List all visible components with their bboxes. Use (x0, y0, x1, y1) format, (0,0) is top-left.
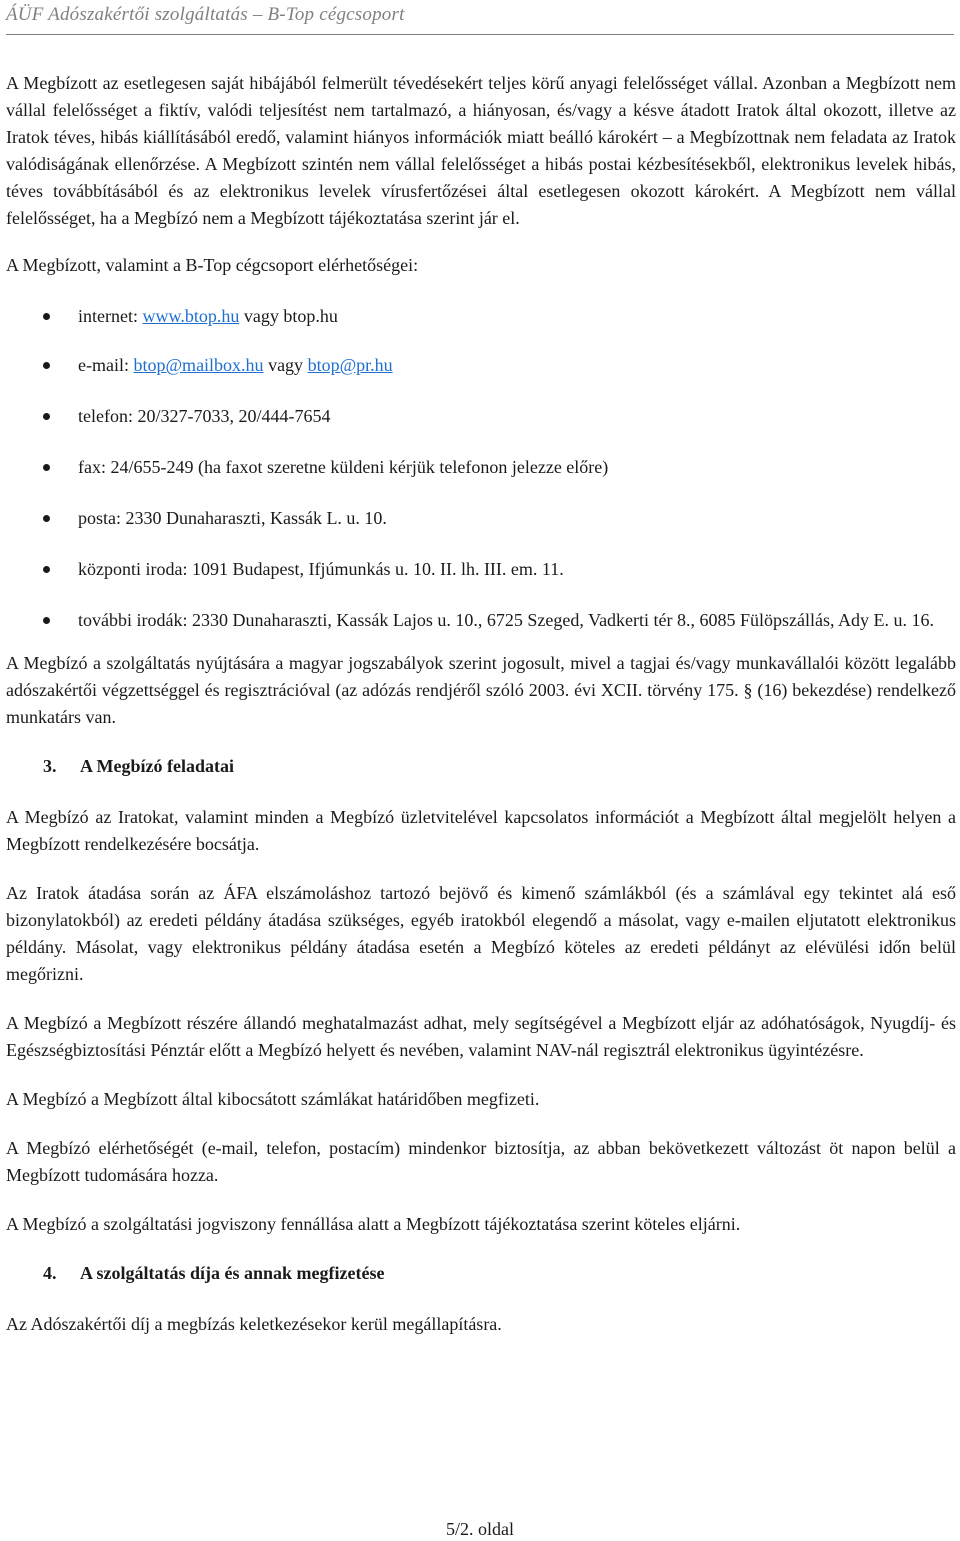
section-number: 4. (43, 1263, 57, 1283)
section-title: A szolgáltatás díja és annak megfizetése (80, 1263, 385, 1283)
phone-text: telefon: 20/327-7033, 20/444-7654 (78, 406, 331, 426)
bullet-icon (43, 566, 50, 573)
bullet-icon (43, 413, 50, 420)
contact-other-offices (6, 607, 956, 634)
section-number: 3. (43, 756, 57, 776)
contact-central-office (6, 556, 956, 583)
contact-post (6, 505, 956, 532)
section-heading-3 (6, 753, 956, 780)
post-text: posta: 2330 Dunaharaszti, Kassák L. u. 10. (78, 508, 387, 528)
tasks-paragraph-3: A Megbízó a Megbízott részére állandó meghatalmazást adhat, mely segítségével a Megbízott eljár az adóhatóságok, Nyugdíj- és Egészségbiztosítási Pénztár előtt a Megbízó helyett és nevében, valamint NAV-nál regisztrál elektronikus ügyintézésre. (6, 1013, 956, 1060)
header-title: ÁÜF Adószakértői szolgáltatás – B-Top cégcsoport (6, 4, 405, 25)
bullet-icon (43, 617, 50, 624)
tasks-paragraph-1: A Megbízó az Iratokat, valamint minden a Megbízó üzletvitelével kapcsolatos információt a Megbízott által megjelölt helyen a Megbízott rendelkezésére bocsátja. (6, 807, 956, 854)
email-label: e-mail: (78, 355, 134, 375)
section-title: A Megbízó feladatai (80, 756, 234, 776)
document-body (6, 70, 956, 1338)
fee-paragraph-1: Az Adószakértői díj a megbízás keletkezésekor kerül megállapításra. (6, 1314, 502, 1334)
bullet-icon (43, 464, 50, 471)
tasks-paragraph-4: A Megbízó a Megbízott által kibocsátott számlákat határidőben megfizeti. (6, 1089, 540, 1109)
tasks-paragraph-6: A Megbízó a szolgáltatási jogviszony fennállása alatt a Megbízott tájékoztatása szerint köteles eljárni. (6, 1214, 741, 1234)
header-divider (6, 34, 954, 35)
contact-internet (6, 303, 956, 330)
contact-fax (6, 454, 956, 481)
internet-label: internet: (78, 306, 143, 326)
page-header (6, 2, 954, 32)
bullet-icon (43, 313, 50, 320)
section-heading-4 (6, 1260, 956, 1287)
bullet-icon (43, 515, 50, 522)
internet-separator: vagy (239, 306, 284, 326)
central-office-text: központi iroda: 1091 Budapest, Ifjúmunkás u. 10. II. lh. III. em. 11. (78, 559, 564, 579)
email-link-pr[interactable]: btop@pr.hu (307, 355, 393, 375)
internet-alt: btop.hu (283, 306, 338, 326)
tasks-paragraph-5: A Megbízó elérhetőségét (e-mail, telefon, postacím) mindenkor biztosítja, az abban bekövetkezett változást öt napon belül a Megbízott tudomására hozza. (6, 1138, 956, 1185)
liability-paragraph: A Megbízott az esetlegesen saját hibájából felmerült tévedésekért teljes körű anyagi felelősséget vállal. Azonban a Megbízott nem vállal felelősséget a fiktív, valódi teljesítést nem tartalmazó, a hiányosan, és/vagy a késve átadott Iratok által okozott, illetve az Iratok téves, hibás kiállításából eredő, valamint hiányos információk miatt beálló károkért – a Megbízottnak nem feladata az Iratok valódiságának ellenőrzése. A Megbízott szintén nem vállal felelősséget a hibás postai kézbesítésekből, elektronikus levelek hibás, téves továbbításából és az elektronikus levelek vírusfertőzései által esetlegesen okozott károkért. A Megbízott nem vállal felelősséget, ha a Megbízó nem a Megbízott tájékoztatása szerint jár el. (6, 73, 956, 228)
email-separator: vagy (263, 355, 308, 375)
contact-list (6, 303, 956, 634)
email-link-mailbox[interactable]: btop@mailbox.hu (133, 355, 264, 375)
other-offices-text: további irodák: 2330 Dunaharaszti, Kassák Lajos u. 10., 6725 Szeged, Vadkerti tér 8., 6085 Fülöpszállás, Ady E. u. 16. (78, 610, 935, 630)
page-number: 5/2. oldal (446, 1519, 514, 1539)
fax-text: fax: 24/655-249 (ha faxot szeretne küldeni kérjük telefonon jelezze előre) (78, 457, 609, 477)
contacts-intro: A Megbízott, valamint a B-Top cégcsoport elérhetőségei: (6, 255, 419, 275)
eligibility-paragraph: A Megbízó a szolgáltatás nyújtására a magyar jogszabályok szerint jogosult, mivel a tagjai és/vagy munkavállalói között legalább adószakértői végzettséggel és regisztrációval (az adózás rendjéről szóló 2003. évi XCII. törvény 175. § (16) bekezdése) rendelkező munkatárs van. (6, 653, 956, 727)
contact-phone (6, 403, 956, 430)
contact-email (6, 352, 956, 379)
website-link[interactable]: www.btop.hu (142, 306, 240, 326)
bullet-icon (43, 362, 50, 369)
tasks-paragraph-2: Az Iratok átadása során az ÁFA elszámoláshoz tartozó bejövő és kimenő számlákból (és a számlával egy tekintet alá eső bizonylatokból) az eredeti példány átadása szükséges, egyéb iratokból elegendő a másolat, vagy e-mailen eljutatott elektronikus példány. Másolat, vagy elektronikus példány átadása esetén a Megbízó köteles az eredeti példányt az elévülési időn belül megőrizni. (6, 883, 956, 984)
